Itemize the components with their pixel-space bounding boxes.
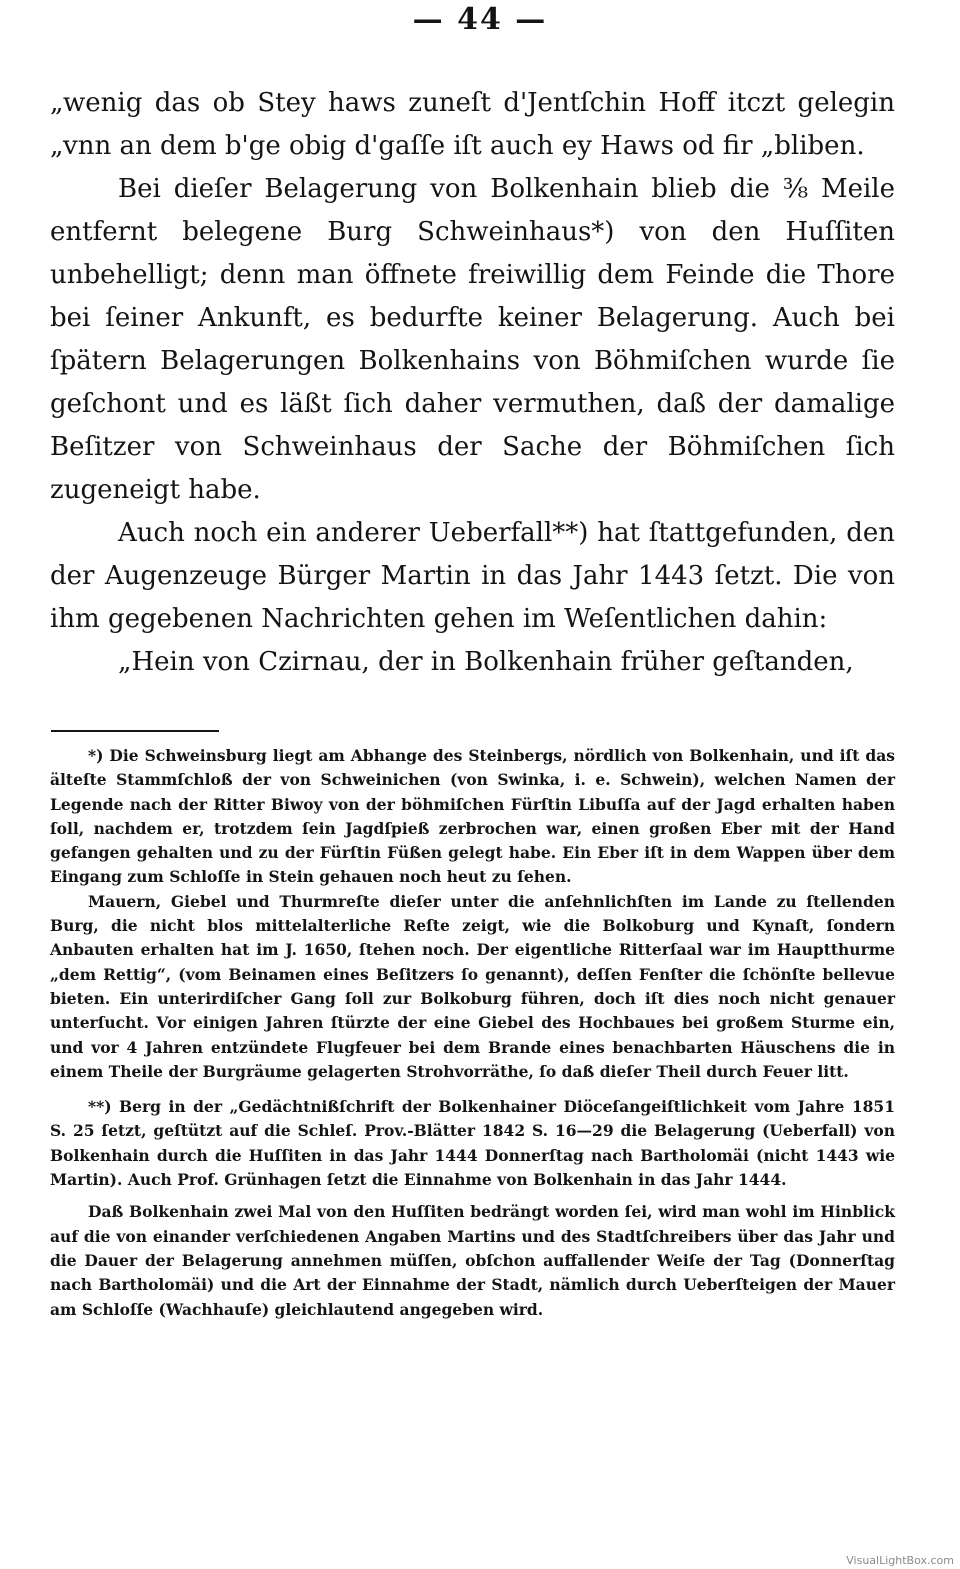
main-paragraph-4: „Hein von Czirnau, der in Bolkenhain früher geſtanden, [118, 647, 854, 677]
watermark: VisualLightBox.com [846, 1554, 954, 1567]
footnotes [50, 744, 895, 1322]
main-paragraph-3: Auch noch ein anderer Ueberfall**) hat ſtattgefunden, den der Augenzeuge Bürger Martin in das Jahr 1443 ſetzt. Die von ihm gegebenen Nachrichten gehen im Weſentlichen dahin: [50, 518, 895, 634]
page-number: — 44 — [412, 2, 548, 37]
main-paragraph-1: „wenig das ob Stey haws zuneſt d'Jentſchin Hoff itczt gelegin „vnn an dem b'ge obig d'gaſſe iſt auch ey Haws od fir „bliben. [50, 88, 895, 161]
footnote-1-continued: Mauern, Giebel und Thurmreſte dieſer unter die anſehnlichſten im Lande zu ſtellenden Burg, die nicht blos mittelalterliche Reſte zeigt, wie die Bolkoburg und Kynaſt, ſondern Anbauten erhalten hat im J. 1650, ſtehen noch. Der eigentliche Ritterſaal war im Hauptthurme „dem Rettig“, (vom Beinamen eines Beſitzers ſo genannt), deſſen Fenſter die ſchönſte bellevue bieten. Ein unterirdiſcher Gang ſoll zur Bolkoburg führen, doch iſt dies noch nicht genauer unterſucht. Vor einigen Jahren ſtürzte der eine Giebel des Hochbaues bei großem Sturme ein, und vor 4 Jahren entzündete Flugfeuer bei dem Brande eines benachbarten Häuschens die in einem Theile der Burgräume gelagerten Strohvorräthe, ſo daß dieſer Theil durch Feuer litt. [50, 891, 895, 1081]
main-text [50, 82, 895, 684]
main-paragraph-2: Bei dieſer Belagerung von Bolkenhain blieb die ⅜ Meile entfernt belegene Burg Schweinhaus*) von den Huſſiten unbehelligt; denn man öffnete freiwillig dem Feinde die Thore bei ſeiner Ankunft, es bedurfte keiner Belagerung. Auch bei ſpätern Belagerungen Bolkenhains von Böhmiſchen wurde ſie geſchont und es läßt ſich daher vermuthen, daß der damalige Beſitzer von Schweinhaus der Sache der Böhmiſchen ſich zugeneigt habe. [50, 174, 895, 505]
footnote-2-continued: Daß Bolkenhain zwei Mal von den Huſſiten bedrängt worden ſei, wird man wohl im Hinblick auf die von einander verſchiedenen Angaben Martins und des Stadtſchreibers über das Jahr und die Dauer der Belagerung annehmen müſſen, obſchon auffallender Weiſe der Tag (Donnerſtag nach Bartholomäi) und die Art der Einnahme der Stadt, nämlich durch Ueberſteigen der Mauer am Schloſſe (Wachhauſe) gleichlautend angegeben wird. [50, 1202, 895, 1319]
footnote-1: *) Die Schweinsburg liegt am Abhange des Steinbergs, nördlich von Bolkenhain, und iſt das älteſte Stammſchloß der von Schweinichen (von Swinka, i. e. Schwein), welchen Namen der Legende nach der Ritter Biwoy von der böhmiſchen Fürſtin Libuſſa auf der Jagd erhalten haben ſoll, nachdem er, trotzdem ſein Jagdſpieß zerbrochen war, einen großen Eber mit der Hand gefangen gehalten und zu der Fürſtin Füßen gelegt habe. Ein Eber iſt in dem Wappen über dem Eingang zum Schloſſe in Stein gehauen noch heut zu ſehen. [50, 746, 895, 887]
footnote-2: **) Berg in der „Gedächtnißſchrift der Bolkenhainer Diöceſangeiſtlichkeit vom Jahre 1851 S. 25 ſetzt, geſtützt auf die Schleſ. Prov.-Blätter 1842 S. 16—29 die Belagerung (Ueberfall) von Bolkenhain durch die Huſſiten in das Jahr 1444 Donnerſtag nach Bartholomäi (nicht 1443 wie Martin). Auch Prof. Grünhagen ſetzt die Einnahme von Bolkenhain in das Jahr 1444. [50, 1097, 895, 1190]
footnote-separator [51, 730, 219, 732]
